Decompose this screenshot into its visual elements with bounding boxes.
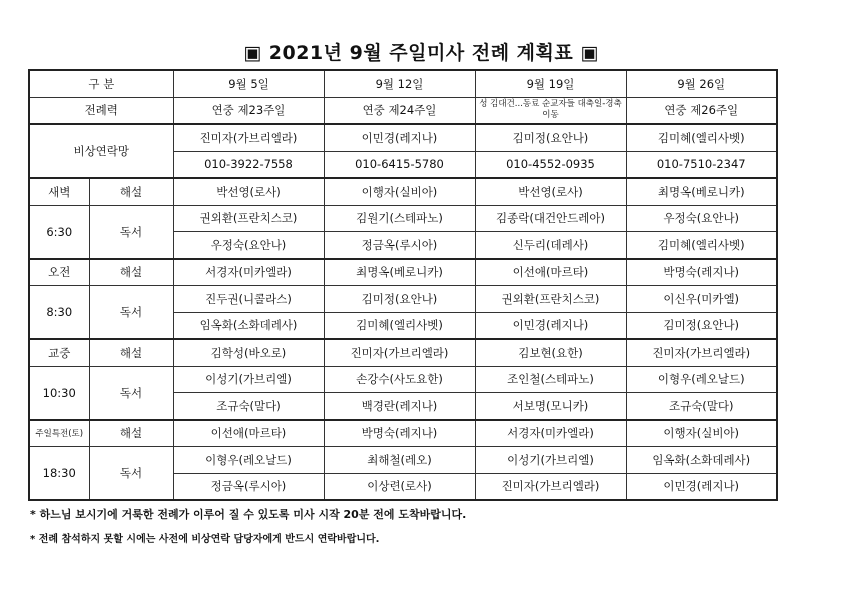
mass-name: 새벽 [29, 178, 89, 205]
assignee-cell: 박선영(로사) [173, 178, 324, 205]
mass-commentary-row [29, 339, 777, 366]
emergency-name: 진미자(가브리엘라) [173, 124, 324, 151]
assignee-cell: 이민경(레지나) [626, 473, 777, 500]
emergency-name: 김미혜(엘리사벳) [626, 124, 777, 151]
mass-commentary-row [29, 420, 777, 447]
assignee-cell: 서보명(모니카) [475, 393, 626, 420]
assignee-cell: 권외환(프란치스코) [173, 205, 324, 232]
role-label: 해설 [89, 178, 173, 205]
emergency-name: 이민경(레지나) [324, 124, 475, 151]
assignee-cell: 신두리(데레사) [475, 232, 626, 259]
assignee-cell: 이행자(실비아) [324, 178, 475, 205]
category-header: 구 분 [29, 70, 173, 97]
assignee-cell: 김미정(요안나) [324, 286, 475, 313]
assignee-cell: 이형우(레오날드) [626, 366, 777, 393]
assignee-cell: 임옥화(소화데레사) [626, 447, 777, 474]
emergency-phone: 010-7510-2347 [626, 151, 777, 178]
assignee-cell: 김종락(대건안드레아) [475, 205, 626, 232]
mass-time: 10:30 [29, 366, 89, 420]
assignee-cell: 이성기(가브리엘) [475, 447, 626, 474]
liturgy-cell: 연중 제26주일 [626, 97, 777, 124]
role-label: 독서 [89, 447, 173, 501]
assignee-cell: 이성기(가브리엘) [173, 366, 324, 393]
assignee-cell: 이형우(레오날드) [173, 447, 324, 474]
liturgy-cell: 연중 제24주일 [324, 97, 475, 124]
assignee-cell: 진두권(니콜라스) [173, 286, 324, 313]
note-arrival: * 하느님 보시기에 거룩한 전례가 이루어 질 수 있도록 미사 시작 20분 전에 도착바랍니다. [30, 508, 467, 521]
assignee-cell: 김미혜(엘리사벳) [324, 312, 475, 339]
mass-reading-row [29, 286, 777, 313]
assignee-cell: 정금옥(루시아) [173, 473, 324, 500]
assignee-cell: 이선애(마르타) [475, 259, 626, 286]
assignee-cell: 이선애(마르타) [173, 420, 324, 447]
role-label: 독서 [89, 366, 173, 420]
assignee-cell: 김보현(요한) [475, 339, 626, 366]
mass-reading-row [29, 447, 777, 474]
emergency-phone: 010-4552-0935 [475, 151, 626, 178]
assignee-cell: 이민경(레지나) [475, 312, 626, 339]
mass-reading-row [29, 205, 777, 232]
assignee-cell: 이행자(실비아) [626, 420, 777, 447]
note-absence: * 전례 참석하지 못할 시에는 사전에 비상연락 담당자에게 반드시 연락바랍니다. [30, 534, 380, 545]
assignee-cell: 조규숙(말다) [173, 393, 324, 420]
assignee-cell: 임옥화(소화데레사) [173, 312, 324, 339]
assignee-cell: 박명숙(레지나) [324, 420, 475, 447]
mass-name: 오전 [29, 259, 89, 286]
assignee-cell: 최명옥(베로니카) [626, 178, 777, 205]
page-title: ▣ 2021년 9월 주일미사 전례 계획표 ▣ [243, 42, 599, 64]
assignee-cell: 우정숙(요안나) [173, 232, 324, 259]
assignee-cell: 조규숙(말다) [626, 393, 777, 420]
liturgy-header: 전례력 [29, 97, 173, 124]
mass-time: 18:30 [29, 447, 89, 501]
assignee-cell: 서경자(미카엘라) [475, 420, 626, 447]
emergency-label: 비상연락망 [29, 124, 173, 178]
assignee-cell: 이신우(미카엘) [626, 286, 777, 313]
emergency-name: 김미정(요안나) [475, 124, 626, 151]
assignee-cell: 김학성(바오로) [173, 339, 324, 366]
mass-commentary-row [29, 259, 777, 286]
mass-name: 교중 [29, 339, 89, 366]
assignee-cell: 진미자(가브리엘라) [475, 473, 626, 500]
role-label: 독서 [89, 286, 173, 340]
mass-commentary-row [29, 178, 777, 205]
assignee-cell: 손강수(사도요한) [324, 366, 475, 393]
role-label: 해설 [89, 259, 173, 286]
assignee-cell: 이상련(로사) [324, 473, 475, 500]
mass-time: 8:30 [29, 286, 89, 340]
liturgy-cell: 연중 제23주일 [173, 97, 324, 124]
assignee-cell: 김원기(스테파노) [324, 205, 475, 232]
date-header: 9월 12일 [324, 70, 475, 97]
mass-reading-row [29, 366, 777, 393]
assignee-cell: 김미정(요안나) [626, 312, 777, 339]
assignee-cell: 최명옥(베로니카) [324, 259, 475, 286]
assignee-cell: 정금옥(루시아) [324, 232, 475, 259]
date-header: 9월 5일 [173, 70, 324, 97]
assignee-cell: 진미자(가브리엘라) [626, 339, 777, 366]
assignee-cell: 김미혜(엘리사벳) [626, 232, 777, 259]
emergency-phone: 010-3922-7558 [173, 151, 324, 178]
header-liturgy-row [29, 97, 777, 124]
assignee-cell: 백경란(레지나) [324, 393, 475, 420]
date-header: 9월 19일 [475, 70, 626, 97]
emergency-name-row [29, 124, 777, 151]
assignee-cell: 조인철(스테파노) [475, 366, 626, 393]
mass-name: 주일특전(토) [29, 420, 89, 447]
schedule-table [28, 69, 778, 501]
assignee-cell: 최해철(레오) [324, 447, 475, 474]
header-date-row [29, 70, 777, 97]
assignee-cell: 박명숙(레지나) [626, 259, 777, 286]
assignee-cell: 박선영(로사) [475, 178, 626, 205]
date-header: 9월 26일 [626, 70, 777, 97]
role-label: 해설 [89, 420, 173, 447]
assignee-cell: 진미자(가브리엘라) [324, 339, 475, 366]
emergency-phone: 010-6415-5780 [324, 151, 475, 178]
liturgy-cell: 성 김대건...동료 순교자들 대축일-경축이동 [475, 97, 626, 124]
assignee-cell: 권외환(프란치스코) [475, 286, 626, 313]
assignee-cell: 우정숙(요안나) [626, 205, 777, 232]
assignee-cell: 서경자(미카엘라) [173, 259, 324, 286]
role-label: 해설 [89, 339, 173, 366]
role-label: 독서 [89, 205, 173, 259]
mass-time: 6:30 [29, 205, 89, 259]
